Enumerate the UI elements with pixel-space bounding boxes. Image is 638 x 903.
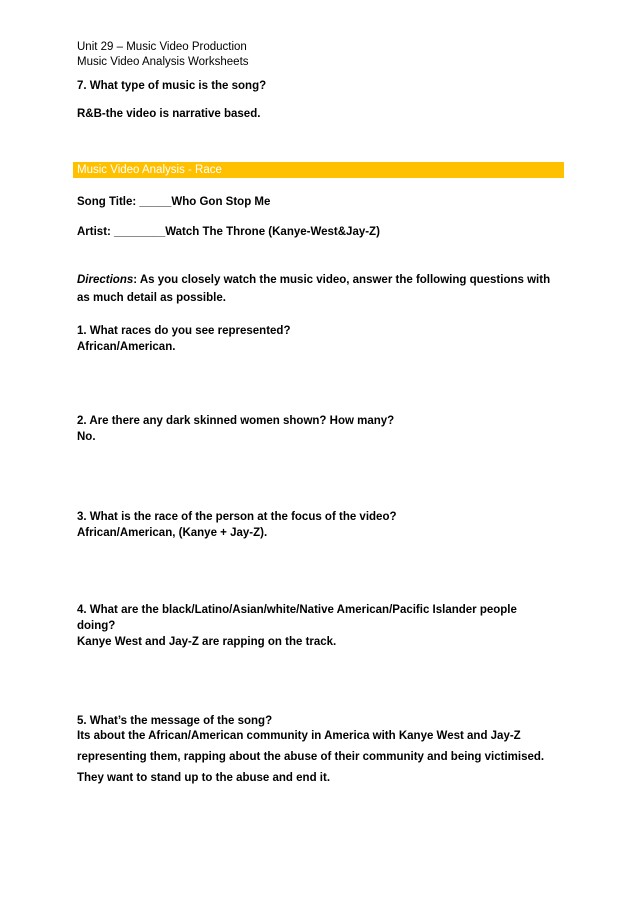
question-5: 5. What’s the message of the song? [77,715,273,727]
artist-line: Artist: ________Watch The Throne (Kanye-West&Jay-Z) [77,226,380,238]
answer-7: R&B-the video is narrative based. [77,108,261,120]
question-7: 7. What type of music is the song? [77,80,267,92]
answer-2: No. [77,431,96,443]
question-3: 3. What is the race of the person at the focus of the video? [77,511,397,523]
answer-5: Its about the African/American community in America with Kanye West and Jay-Z representing them, rapping about the abuse of their community and being victimised. They want to stand up to the abuse and end it. [77,730,545,784]
directions-paragraph [77,271,557,307]
header-unit-title: Unit 29 – Music Video Production [77,41,247,53]
question-1: 1. What races do you see represented? [77,325,291,337]
header-worksheet-title: Music Video Analysis Worksheets [77,56,249,68]
question-4: 4. What are the black/Latino/Asian/white/Native American/Pacific Islander people doing? [77,604,517,632]
directions-text: : As you closely watch the music video, answer the following questions with as much detail as possible. [77,274,551,304]
answer-3: African/American, (Kanye + Jay-Z). [77,527,268,539]
answer-4: Kanye West and Jay-Z are rapping on the track. [77,636,337,648]
section-header-bar [73,162,564,178]
song-title-line: Song Title: _____Who Gon Stop Me [77,196,271,208]
answer-1: African/American. [77,341,176,353]
question-2: 2. Are there any dark skinned women shown? How many? [77,415,395,427]
directions-label: Directions [77,274,134,286]
section-title: Music Video Analysis - Race [77,164,222,176]
